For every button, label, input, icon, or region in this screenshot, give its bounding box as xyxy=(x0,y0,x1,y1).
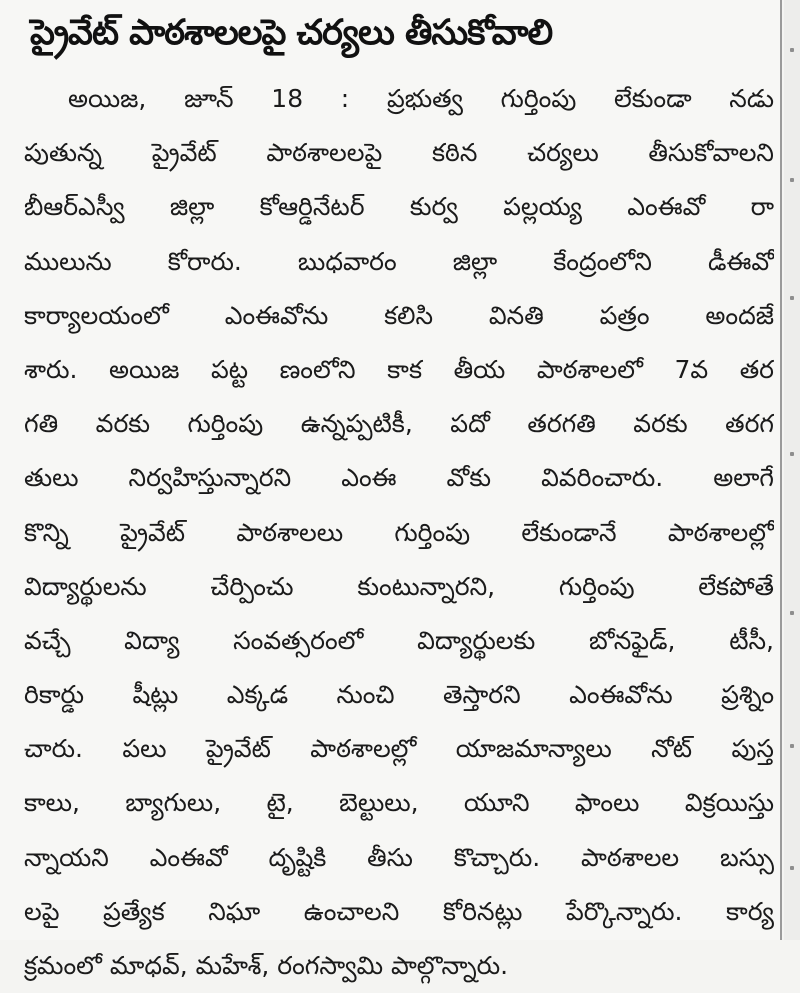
edge-mark xyxy=(790,48,794,52)
article-line: గతి వరకు గుర్తింపు ఉన్నప్పటికీ, పదో తరగతి వరకు తరగ xyxy=(24,409,774,439)
article-line: కాలు, బ్యాగులు, టై, బెల్టులు, యూని ఫాంలు విక్రయిస్తు xyxy=(24,788,774,818)
edge-mark xyxy=(790,296,794,300)
article-line: చారు. పలు ప్రైవేట్ పాఠశాలల్లో యాజమాన్యాలు నోట్ పుస్త xyxy=(24,734,774,764)
article-headline: ప్రైవేట్ పాఠశాలలపై చర్యలు తీసుకోవాలి xyxy=(30,13,553,53)
article-line: ములును కోరారు. బుధవారం జిల్లా కేంద్రంలోని డీఈవో xyxy=(24,246,774,276)
article-line: వచ్చే విద్యా సంవత్సరంలో విద్యార్థులకు బోనఫైడ్, టీసీ, xyxy=(24,625,774,655)
article-line: క్రమంలో మాధవ్, మహేశ్, రంగస్వామి పాల్గొన్నారు. xyxy=(24,951,509,980)
article-line: న్నాయని ఎంఈవో దృష్టికి తీసు కొచ్చారు. పాఠశాలల బస్సు xyxy=(24,842,774,872)
article-line: కార్యాలయంలో ఎంఈవోను కలిసి వినతి పత్రం అందజే xyxy=(24,300,774,330)
edge-mark xyxy=(790,611,794,615)
article-line: బీఆర్ఎస్వీ జిల్లా కోఆర్డినేటర్ కుర్వ పల్లయ్య ఎంఈవో రా xyxy=(24,192,774,222)
article-line: విద్యార్థులను చేర్పించు కుంటున్నారని, గుర్తింపు లేకపోతే xyxy=(24,571,774,601)
edge-mark xyxy=(790,744,794,748)
article-line: అయిజ, జూన్ 18 : ప్రభుత్వ గుర్తింపు లేకుండా నడు xyxy=(68,84,774,113)
article-body xyxy=(24,72,774,993)
article-line: లపై ప్రత్యేక నిఘా ఉంచాలని కోరినట్లు పేర్కొన్నారు. కార్య xyxy=(24,896,774,926)
article-line: శారు. అయిజ పట్ట ణంలోని కాక తీయ పాఠశాలలో 7వ తర xyxy=(24,354,774,384)
article-line: కొన్ని ప్రైవేట్ పాఠశాలలు గుర్తింపు లేకుండానే పాఠశాలల్లో xyxy=(24,517,774,547)
edge-mark xyxy=(790,866,794,870)
article-line: పుతున్న ప్రైవేట్ పాఠశాలలపై కఠిన చర్యలు తీసుకోవాలని xyxy=(24,138,774,168)
article-line: రికార్డు షీట్లు ఎక్కడ నుంచి తెస్తారని ఎంఈవోను ప్రశ్నిం xyxy=(24,680,774,710)
edge-mark xyxy=(790,178,794,182)
edge-mark xyxy=(790,452,794,456)
adjacent-column-edge xyxy=(784,0,800,940)
article-line: తులు నిర్వహిస్తున్నారని ఎంఈ వోకు వివరించారు. అలాగే xyxy=(24,463,774,493)
